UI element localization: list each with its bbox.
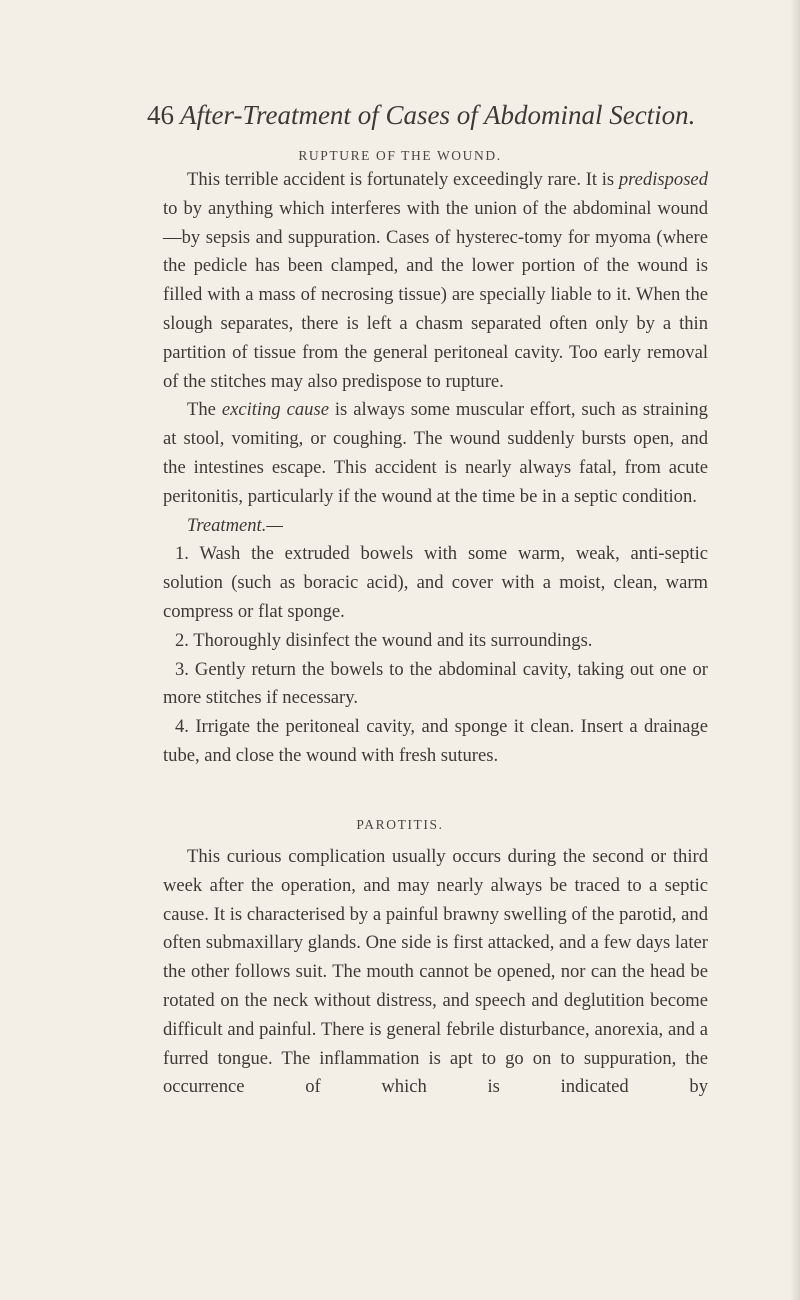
treatment-item-2: 2. Thoroughly disinfect the wound and its surroundings.	[175, 629, 593, 651]
paragraph-exciting-cause	[163, 396, 708, 511]
emphasis-predisposed: predisposed	[618, 169, 708, 190]
paragraph-rest: to by anything which interferes with the union of the abdominal wound—by sepsis and suppuration. Cases of hysterec-tomy for myoma (where the pedicle has been clamped, and the lower portion of the wound is filled with a mass of necrosing tissue) are specially liable to it. When the slough separates, there is left a chasm separated often only by a thin partition of tissue from the general peritoneal cavity. Too early removal of the stitches may also predispose to rupture.	[163, 197, 708, 392]
emphasis-exciting-cause: exciting cause	[221, 399, 329, 421]
paragraph-predisposition	[163, 166, 708, 396]
section-body-parotitis	[163, 843, 708, 1102]
section-heading-parotitis: PAROTITIS.	[356, 817, 444, 832]
paragraph-parotitis: This curious complication usually occurs during the second or third week after the operation, and may nearly always be traced to a septic cause. It is characterised by a painful brawny swelling of the parotid, and often submaxillary glands. One side is first attacked, and a few days later the other follows suit. The mouth cannot be opened, nor can the head be rotated on the neck without distress, and speech and deglutition become difficult and painful. There is general febrile disturbance, anorexia, and a furred tongue. The inflammation is apt to go on to suppuration, the occurrence of which is indicated by	[163, 846, 708, 1098]
paragraph-start: This terrible accident is fortunately exceedingly rare. It is	[187, 169, 615, 190]
paragraph-start: The	[187, 399, 216, 421]
paragraph-rest: is always some muscular effort, such as straining at stool, vomiting, or coughing. The wound suddenly bursts open, and the intestines escape. This accident is nearly always fatal, from acute peritonitis, particularly if the wound at the time be in a septic condition.	[163, 399, 708, 507]
page-edge-shadow	[790, 0, 800, 1300]
treatment-item-3: 3. Gently return the bowels to the abdominal cavity, taking out one or more stitches if necessary.	[163, 658, 708, 709]
page-title: After-Treatment of Cases of Abdominal Section.	[180, 100, 696, 130]
page-number: 46	[147, 100, 174, 130]
treatment-item-4: 4. Irrigate the peritoneal cavity, and sponge it clean. Insert a drainage tube, and close the wound with fresh sutures.	[163, 716, 708, 766]
section-body-rupture	[163, 166, 708, 771]
treatment-label-line	[163, 512, 708, 541]
running-head	[147, 100, 707, 131]
treatment-label: Treatment.—	[187, 514, 283, 536]
section-heading-rupture: RUPTURE OF THE WOUND.	[298, 148, 502, 163]
treatment-item-1: 1. Wash the extruded bowels with some warm, weak, anti-septic solution (such as boracic acid), and cover with a moist, clean, warm compress or flat sponge.	[163, 543, 708, 622]
